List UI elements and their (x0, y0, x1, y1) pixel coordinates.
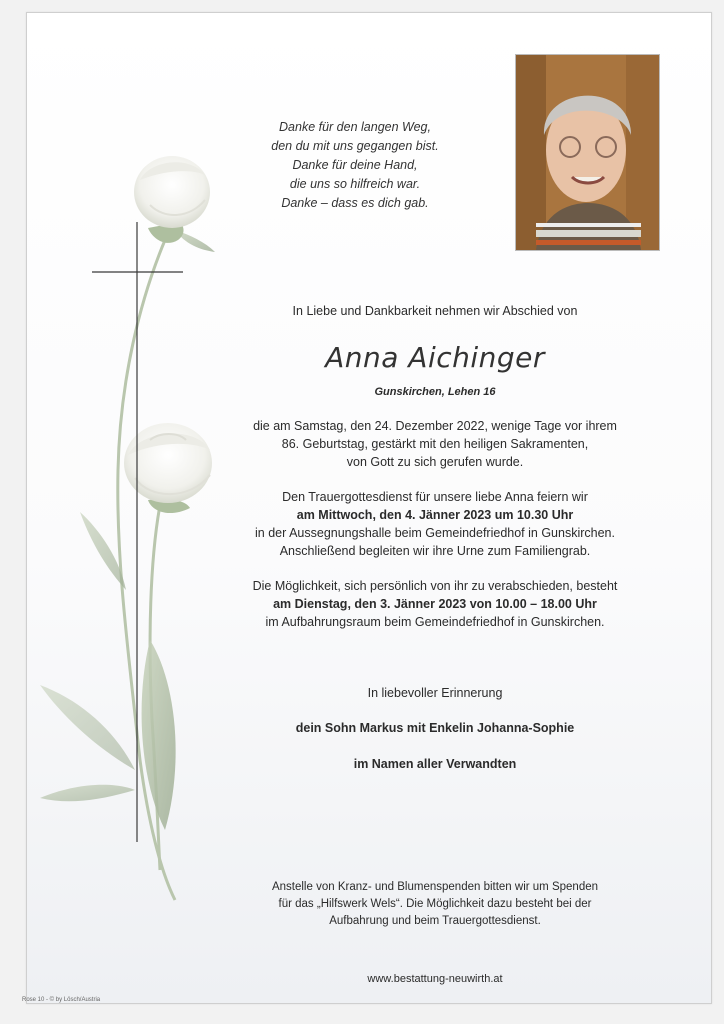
funeral-line: Anschließend begleiten wir ihre Urne zum Familiengrab. (279, 544, 591, 558)
death-notice-line: von Gott zu sich gerufen wurde. (346, 455, 524, 469)
funeral-line: Den Trauergottesdienst für unsere liebe Anna feiern wir (282, 490, 588, 504)
donation-line: für das „Hilfswerk Wels“. Die Möglichkeit dazu besteht bei der (278, 898, 592, 910)
poem-line: den du mit uns gegangen bist. (271, 139, 439, 153)
poem-line: Danke für den langen Weg, (279, 120, 431, 134)
mourner-son: dein Sohn Markus mit Enkelin Johanna-Sophie (295, 721, 575, 735)
copyright-footer: Rose 10 - © by Lösch/Austria (22, 997, 101, 1003)
funeral-location: in der Aussegnungshalle beim Gemeindefriedhof in Gunskirchen. (255, 526, 615, 540)
funeral-info (200, 488, 670, 560)
death-notice (200, 417, 670, 471)
poem (230, 118, 480, 213)
death-notice-line: 86. Geburtstag, gestärkt mit den heiligen Sakramenten, (281, 437, 589, 451)
portrait-photo (515, 54, 660, 251)
poem-line: die uns so hilfreich war. (289, 177, 421, 191)
viewing-line: Die Möglichkeit, sich persönlich von ihr zu verabschieden, besteht (252, 579, 618, 593)
viewing-date: am Dienstag, den 3. Jänner 2023 von 10.00 – 18.00 Uhr (273, 597, 597, 611)
deceased-place: Gunskirchen, Lehen 16 (374, 386, 496, 398)
poem-line: Danke – dass es dich gab. (281, 196, 429, 210)
memory-text: In liebevoller Erinnerung (367, 686, 503, 700)
website-link[interactable]: www.bestattung-neuwirth.at (367, 973, 503, 985)
funeral-date: am Mittwoch, den 4. Jänner 2023 um 10.30 Uhr (296, 508, 574, 522)
mourner-relatives: im Namen aller Verwandten (353, 757, 517, 771)
death-notice-line: die am Samstag, den 24. Dezember 2022, wenige Tage vor ihrem (253, 419, 617, 433)
deceased-name: Anna Aichinger (325, 341, 545, 374)
donation-line: Anstelle von Kranz- und Blumenspenden bitten wir um Spenden (271, 881, 599, 893)
poem-line: Danke für deine Hand, (292, 158, 418, 172)
viewing-info (200, 577, 670, 631)
donation-line: Aufbahrung und beim Trauergottesdienst. (329, 915, 541, 927)
donation-note (200, 879, 670, 930)
portrait-image (516, 55, 659, 250)
intro-text: In Liebe und Dankbarkeit nehmen wir Abschied von (292, 304, 578, 318)
viewing-location: im Aufbahrungsraum beim Gemeindefriedhof in Gunskirchen. (265, 615, 605, 629)
